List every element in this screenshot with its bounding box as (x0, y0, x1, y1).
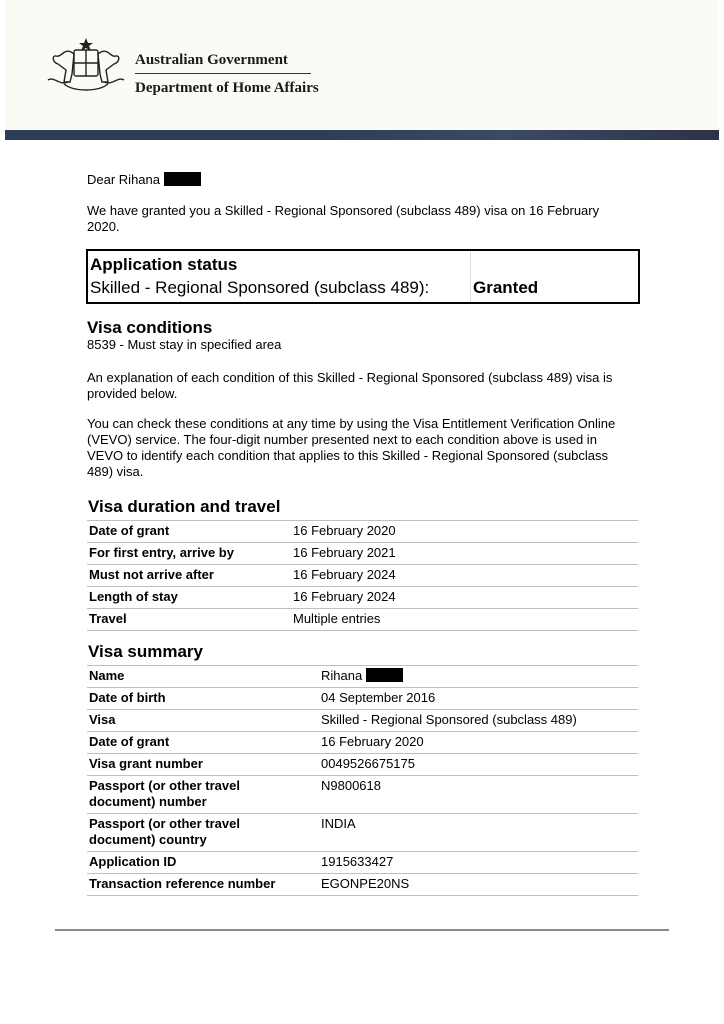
conditions-explanation (87, 370, 647, 402)
row-value (319, 666, 638, 688)
footer-divider (55, 929, 669, 931)
visa-conditions-heading: Visa conditions (87, 318, 213, 337)
row-label: For first entry, arrive by (87, 543, 291, 565)
row-label: Date of birth (87, 688, 319, 710)
redaction-bar (164, 172, 201, 186)
application-status-box (86, 249, 640, 304)
table-row (87, 710, 638, 732)
row-value: 16 February 2024 (291, 565, 638, 587)
row-label: Date of grant (87, 521, 291, 543)
table-row (87, 587, 638, 609)
visa-duration-heading: Visa duration and travel (88, 497, 281, 516)
row-label: Visa grant number (87, 754, 319, 776)
table-row (87, 565, 638, 587)
greeting-text: Dear Rihana (87, 172, 160, 187)
row-label: Passport (or other travel document) country (87, 814, 319, 852)
row-label: Date of grant (87, 732, 319, 754)
row-value: 16 February 2020 (319, 732, 638, 754)
table-row (87, 521, 638, 543)
row-value: 0049526675175 (319, 754, 638, 776)
row-value: 16 February 2021 (291, 543, 638, 565)
row-value: 1915633427 (319, 852, 638, 874)
visa-duration-table (87, 520, 638, 631)
row-label: Visa (87, 710, 319, 732)
row-value: 16 February 2020 (291, 521, 638, 543)
application-status-title: Application status (90, 255, 238, 274)
row-value: Skilled - Regional Sponsored (subclass 489) (319, 710, 638, 732)
application-status-value: Granted (473, 278, 539, 297)
row-value: Multiple entries (291, 609, 638, 631)
grant-paragraph (87, 203, 647, 235)
table-row (87, 852, 638, 874)
grant-text-line: 2020. (87, 219, 120, 234)
table-row (87, 688, 638, 710)
row-value: 16 February 2024 (291, 587, 638, 609)
row-label: Passport (or other travel document) number (87, 776, 319, 814)
table-row (87, 543, 638, 565)
table-row (87, 814, 638, 852)
table-row (87, 874, 638, 896)
redaction-bar (366, 668, 403, 682)
table-row (87, 776, 638, 814)
letterhead-divider (135, 73, 311, 74)
vevo-paragraph (87, 416, 647, 480)
visa-summary-heading: Visa summary (88, 642, 203, 661)
table-row (87, 732, 638, 754)
row-label: Must not arrive after (87, 565, 291, 587)
grant-text-line: We have granted you a Skilled - Regional Sponsored (subclass 489) visa on 16 February (87, 203, 600, 218)
greeting (87, 172, 201, 188)
status-divider (470, 251, 471, 302)
vevo-line: You can check these conditions at any time by using the Visa Entitlement Verification Online (87, 416, 616, 431)
table-row (87, 609, 638, 631)
department-name: Department of Home Affairs (135, 80, 319, 96)
row-label: Name (87, 666, 319, 688)
table-row (87, 754, 638, 776)
row-label: Length of stay (87, 587, 291, 609)
row-value: INDIA (319, 814, 638, 852)
table-row (87, 666, 638, 688)
visa-summary-table (87, 665, 638, 896)
explanation-line: provided below. (87, 386, 178, 401)
row-label: Application ID (87, 852, 319, 874)
row-label: Transaction reference number (87, 874, 319, 896)
vevo-line: 489) visa. (87, 464, 144, 479)
government-name: Australian Government (135, 52, 288, 68)
visa-condition-item: 8539 - Must stay in specified area (87, 337, 282, 352)
row-value: 04 September 2016 (319, 688, 638, 710)
row-value: N9800618 (319, 776, 638, 814)
row-label: Travel (87, 609, 291, 631)
coat-of-arms-icon (44, 36, 128, 96)
application-status-visa: Skilled - Regional Sponsored (subclass 489): (90, 278, 430, 297)
row-value: EGONPE20NS (319, 874, 638, 896)
vevo-line: VEVO to identify each condition that applies to this Skilled - Regional Sponsored (subclass (87, 448, 609, 463)
name-value: Rihana (321, 668, 363, 683)
explanation-line: An explanation of each condition of this Skilled - Regional Sponsored (subclass 489) visa is (87, 370, 613, 385)
vevo-line: (VEVO) service. The four-digit number presented next to each condition above is used in (87, 432, 597, 447)
header-bar (5, 130, 719, 140)
